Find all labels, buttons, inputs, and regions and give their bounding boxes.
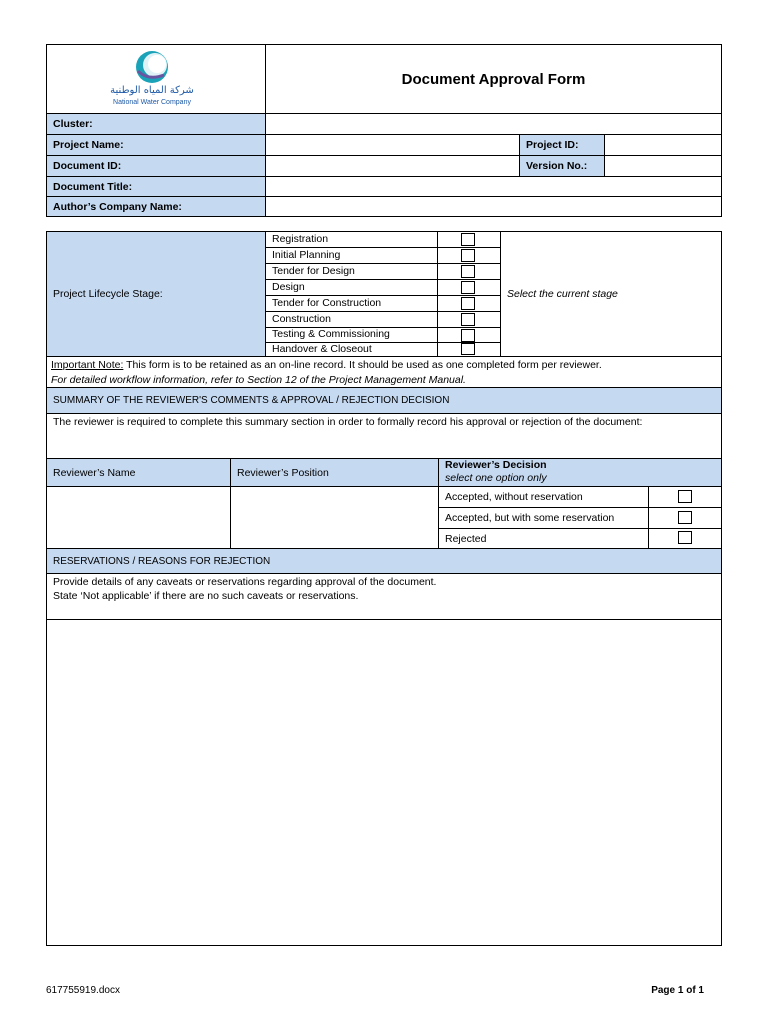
author-company-field[interactable] — [266, 197, 721, 216]
stage-label: Tender for Construction — [272, 297, 382, 309]
project-id-field[interactable] — [605, 135, 721, 155]
footer-page-number: Page 1 of 1 — [651, 985, 704, 996]
document-id-label: Document ID: — [47, 156, 265, 176]
reservations-header: RESERVATIONS / REASONS FOR REJECTION — [47, 549, 721, 573]
stage-checkbox[interactable] — [461, 297, 475, 310]
lifecycle-label: Project Lifecycle Stage: — [47, 232, 265, 356]
decision-option-label: Accepted, but with some reservation — [445, 512, 615, 524]
summary-header: SUMMARY OF THE REVIEWER'S COMMENTS & APPROVAL / REJECTION DECISION — [47, 388, 721, 413]
decision-checkbox-rejected[interactable] — [678, 531, 692, 544]
version-no-field[interactable] — [605, 156, 721, 176]
stage-label: Initial Planning — [272, 249, 341, 261]
stage-row — [266, 264, 500, 279]
reservations-text-area[interactable] — [47, 620, 721, 945]
stage-row — [266, 280, 500, 295]
stage-row — [266, 248, 500, 263]
decision-checkbox-accepted[interactable] — [678, 490, 692, 503]
lifecycle-hint: Select the current stage — [507, 288, 618, 300]
reservations-instruction-2: State ‘Not applicable’ if there are no such caveats or reservations. — [53, 590, 359, 602]
stage-label: Handover & Closeout — [272, 343, 372, 355]
project-name-label: Project Name: — [47, 135, 265, 155]
stage-label: Construction — [272, 313, 331, 325]
water-drop-logo-icon — [132, 49, 172, 85]
logo-arabic-text: شركة المياه الوطنية — [110, 85, 194, 96]
stage-checkbox[interactable] — [461, 281, 475, 294]
important-note — [51, 358, 717, 373]
stage-row — [266, 296, 500, 311]
cluster-label: Cluster: — [47, 114, 265, 134]
reviewer-position-header: Reviewer’s Position — [231, 459, 438, 486]
important-note-text: This form is to be retained as an on-line record. It should be used as one completed form per reviewer. — [123, 359, 602, 371]
company-logo — [47, 45, 265, 113]
stage-label: Registration — [272, 233, 329, 245]
stage-checkbox[interactable] — [461, 313, 475, 326]
reviewer-position-field[interactable] — [231, 487, 438, 548]
decision-option-label: Accepted, without reservation — [445, 491, 583, 503]
decision-header-title: Reviewer’s Decision — [445, 459, 547, 471]
version-no-label: Version No.: — [520, 156, 604, 176]
stage-label: Tender for Design — [272, 265, 355, 277]
stage-row — [266, 232, 500, 247]
project-id-label: Project ID: — [520, 135, 604, 155]
reviewer-name-header: Reviewer’s Name — [47, 459, 230, 486]
stage-checkbox[interactable] — [461, 249, 475, 262]
document-id-field[interactable] — [266, 156, 519, 176]
document-info-table — [46, 44, 722, 217]
stage-checkbox[interactable] — [461, 233, 475, 246]
document-title-label: Document Title: — [47, 177, 265, 196]
stage-label: Testing & Commissioning — [272, 328, 390, 340]
decision-checkbox-accepted-reservation[interactable] — [678, 511, 692, 524]
reviewer-name-field[interactable] — [47, 487, 230, 548]
summary-text: The reviewer is required to complete this summary section in order to formally record his approval or rejection of the document: — [53, 416, 643, 428]
workflow-note: For detailed workflow information, refer to Section 12 of the Project Management Manual. — [51, 374, 466, 386]
footer-filename: 617755919.docx — [46, 985, 120, 996]
stage-checkbox[interactable] — [461, 265, 475, 278]
stage-checkbox[interactable] — [461, 343, 475, 355]
lifecycle-stage-list — [266, 232, 500, 356]
form-title: Document Approval Form — [401, 70, 586, 88]
important-note-label: Important Note: — [51, 359, 124, 371]
stage-label: Design — [272, 281, 305, 293]
logo-english-text: National Water Company — [113, 99, 191, 106]
cluster-field[interactable] — [266, 114, 721, 134]
stage-row — [266, 343, 500, 356]
stage-row — [266, 312, 500, 327]
approval-table — [46, 231, 722, 946]
project-name-field[interactable] — [266, 135, 519, 155]
stage-checkbox[interactable] — [461, 329, 475, 342]
decision-header-subtitle: select one option only — [445, 472, 547, 484]
reservations-instruction-1: Provide details of any caveats or reservations regarding approval of the document. — [53, 576, 437, 588]
document-title-field[interactable] — [266, 177, 721, 196]
reviewer-decision-header — [439, 459, 721, 486]
stage-row — [266, 328, 500, 342]
author-company-label: Author’s Company Name: — [47, 197, 265, 216]
decision-option-label: Rejected — [445, 532, 487, 545]
